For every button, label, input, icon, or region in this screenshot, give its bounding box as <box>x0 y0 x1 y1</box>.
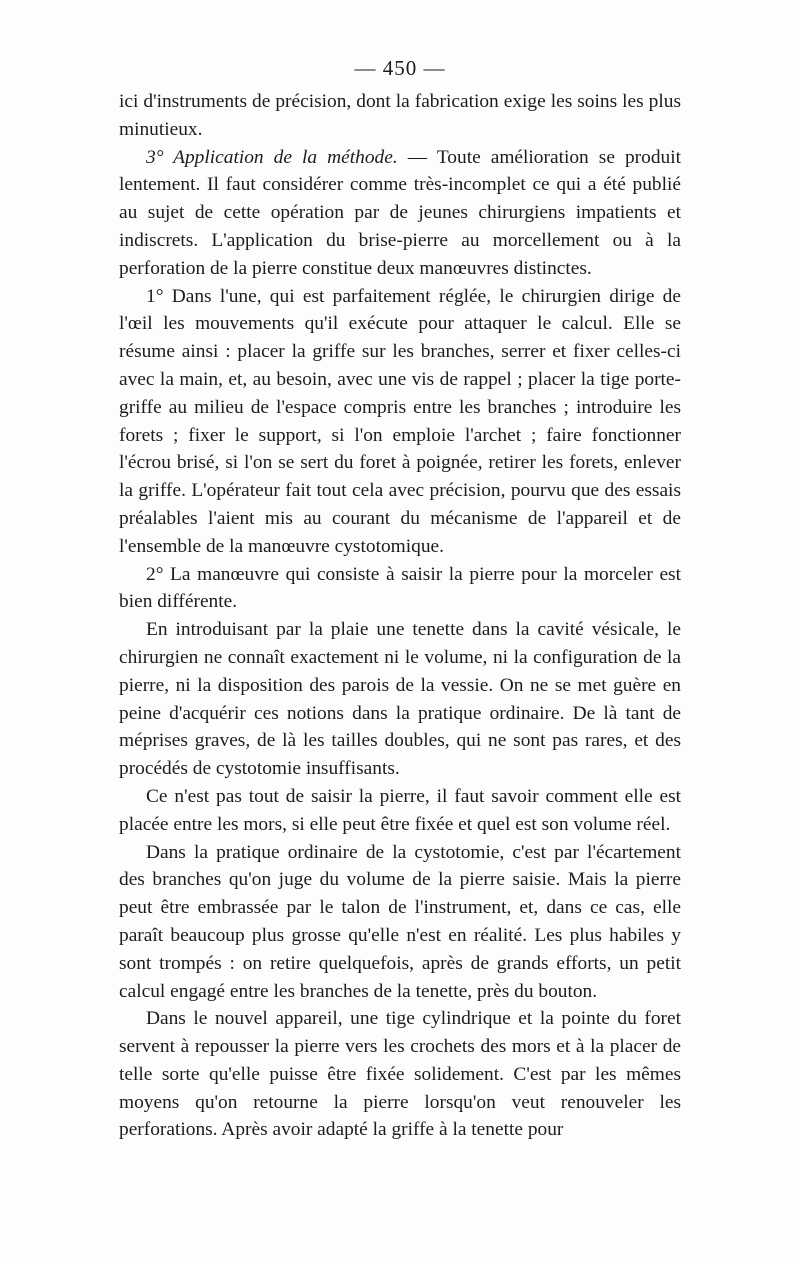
paragraph-4: 2° La manœuvre qui consiste à saisir la pierre pour la morceler est bien différente. <box>119 563 681 613</box>
paragraph-5: En introduisant par la plaie une tenette dans la cavité vésicale, le chirurgien ne connaît exactement ni le volume, ni la configuration de la pierre, ni la disposition des parois de la vessie. On ne se met guère en peine d'acquérir ces notions dans la pratique ordinaire. De là tant de méprises graves, de là les tailles doubles, qui ne sont pas rares, et des procédés de cystotomie insuffisants. <box>119 619 681 780</box>
body-text <box>119 88 681 1144</box>
paragraph-8: Dans le nouvel appareil, une tige cylindrique et la pointe du foret servent à repousser la pierre vers les crochets des mors et à la placer de telle sorte qu'elle puisse être fixée solidement. C'est par les mêmes moyens qu'on retourne la pierre lorsqu'on veut renouveler les perforations. Après avoir adapté la griffe à la tenette pour <box>119 1008 681 1141</box>
paragraph-2-text: — Toute amélioration se produit lentement. Il faut considérer comme très-incomplet ce qui a été publié au sujet de cette opération par de jeunes chirurgiens impatients et indiscrets. L'application du brise-pierre au morcellement ou à la perforation de la pierre constitue deux manœuvres distinctes. <box>119 146 681 279</box>
paragraph-1: ici d'instruments de précision, dont la fabrication exige les soins les plus minutieux. <box>119 91 681 140</box>
paragraph-2 <box>119 144 681 283</box>
section-heading: 3° Application de la méthode. <box>146 146 398 168</box>
page-number: — 450 — <box>354 56 446 80</box>
paragraph-3: 1° Dans l'une, qui est parfaitement réglée, le chirurgien dirige de l'œil les mouvements qu'il exécute pour attaquer le calcul. Elle se résume ainsi : placer la griffe sur les branches, serrer et fixer celles-ci avec la main, et, au besoin, avec une vis de rappel ; placer la tige porte-griffe au milieu de l'espace compris entre les branches ; introduire les forets ; fixer le support, si l'on emploie l'archet ; faire fonctionner l'écrou brisé, si l'on se sert du foret à poignée, retirer les forets, enlever la griffe. L'opérateur fait tout cela avec précision, pourvu que des essais préalables l'aient mis au courant du mécanisme de l'appareil et de l'ensemble de la manœuvre cystotomique. <box>119 285 681 557</box>
paragraph-6: Ce n'est pas tout de saisir la pierre, il faut savoir comment elle est placée entre les mors, si elle peut être fixée et quel est son volume réel. <box>119 785 681 835</box>
paragraph-7: Dans la pratique ordinaire de la cystotomie, c'est par l'écartement des branches qu'on juge du volume de la pierre saisie. Mais la pierre peut être embrassée par le talon de l'instrument, et, dans ce cas, elle paraît beaucoup plus grosse qu'elle n'est en réalité. Les plus habiles y sont trompés : on retire quelquefois, après de grands efforts, un petit calcul engagé entre les branches de la tenette, près du bouton. <box>119 841 681 1002</box>
